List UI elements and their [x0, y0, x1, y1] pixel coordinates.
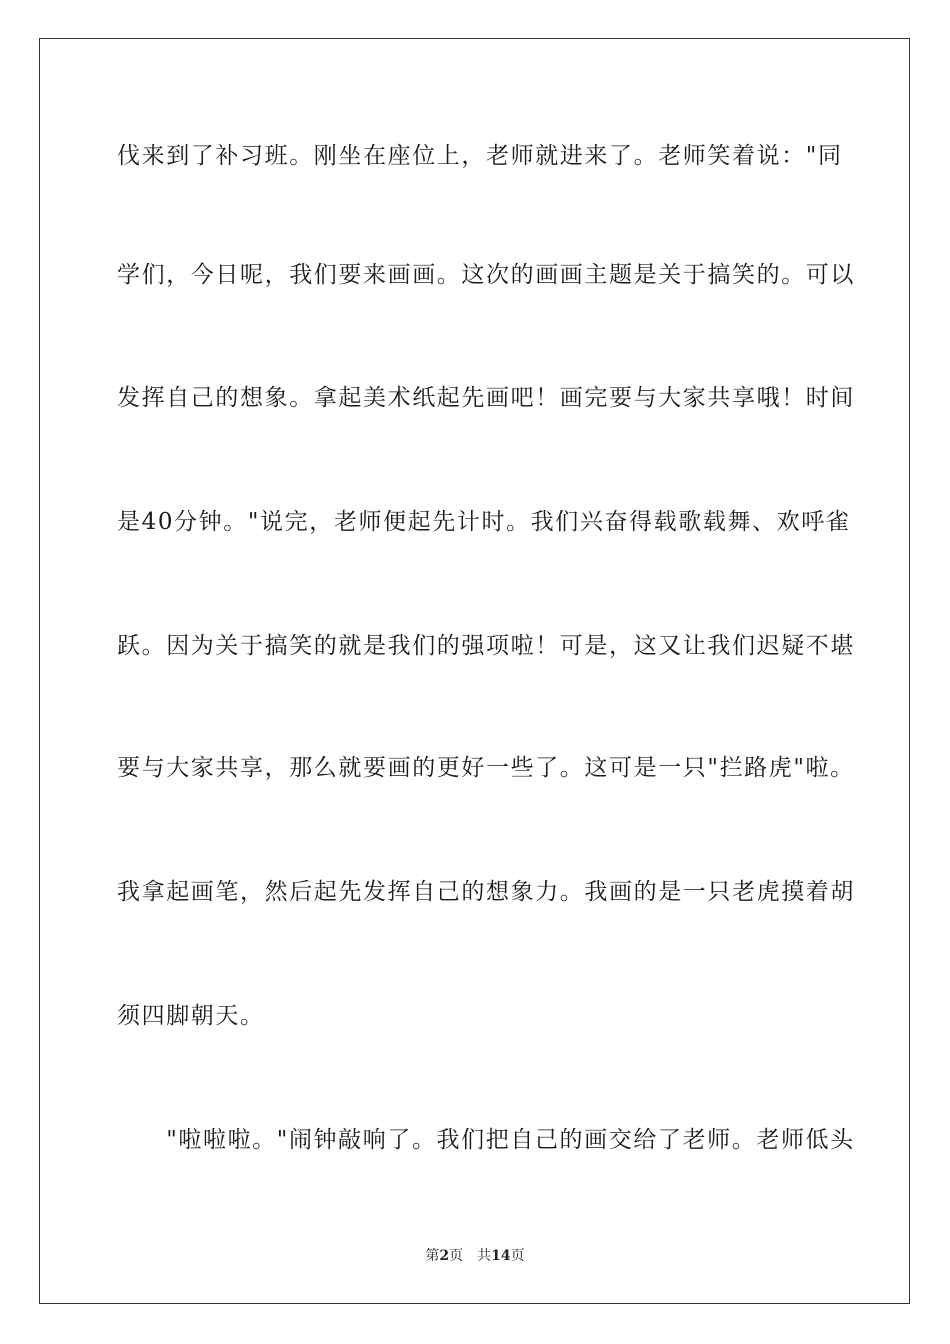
- page-suffix: 页: [449, 1248, 464, 1264]
- total-suffix: 页: [510, 1248, 525, 1264]
- text-line-9: "啦啦啦。"闹钟敲响了。我们把自己的画交给了老师。老师低头: [117, 1127, 855, 1153]
- page-number: 2: [439, 1248, 450, 1264]
- text-line-1: 伐来到了补习班。刚坐在座位上，老师就进来了。老师笑着说："同: [117, 143, 843, 169]
- text-line-8: 须四脚朝天。: [117, 1003, 265, 1029]
- text-line-2: 学们，今日呢，我们要来画画。这次的画画主题是关于搞笑的。可以: [117, 262, 855, 288]
- text-line-3: 发挥自己的想象。拿起美术纸起先画吧！画完要与大家共享哦！时间: [117, 385, 855, 411]
- text-line-7: 我拿起画笔，然后起先发挥自己的想象力。我画的是一只老虎摸着胡: [117, 879, 855, 905]
- page-footer: [0, 1245, 950, 1265]
- total-pages: 14: [491, 1248, 511, 1264]
- total-prefix: 共: [477, 1248, 492, 1264]
- text-line-4: 是40分钟。"说完，老师便起先计时。我们兴奋得载歌载舞、欢呼雀: [117, 509, 851, 535]
- page-border: [39, 38, 910, 1304]
- text-line-6: 要与大家共享，那么就要画的更好一些了。这可是一只"拦路虎"啦。: [117, 755, 855, 781]
- text-line-5: 跃。因为关于搞笑的就是我们的强项啦！可是，这又让我们迟疑不堪: [117, 633, 855, 659]
- page-prefix: 第: [425, 1248, 440, 1264]
